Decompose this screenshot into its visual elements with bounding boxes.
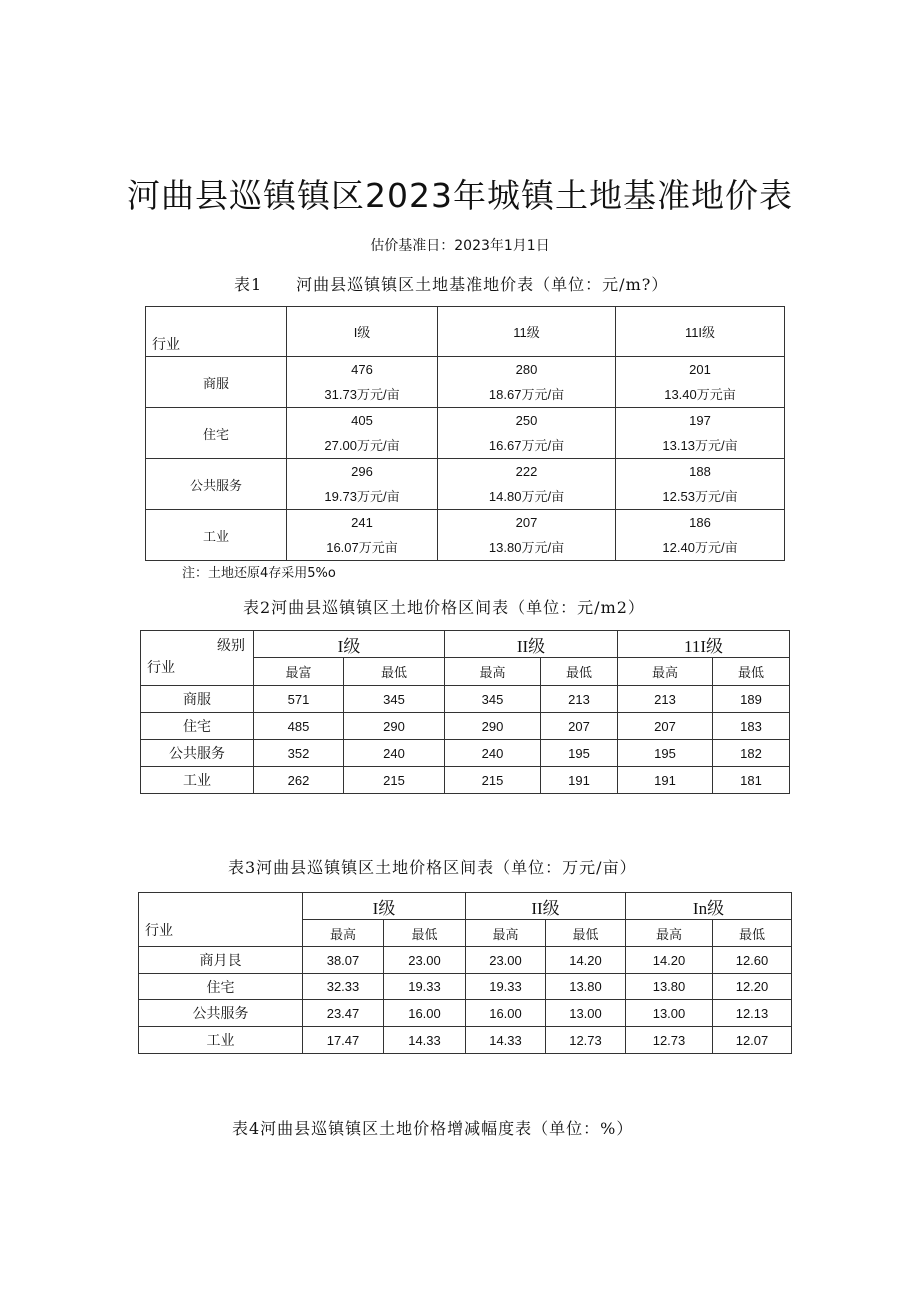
value-cell: 12.20 bbox=[713, 974, 792, 1000]
price-cell: 476 31.73万元/亩 bbox=[287, 357, 438, 408]
value-cell: 183 bbox=[713, 713, 790, 740]
value-cell: 195 bbox=[541, 740, 618, 767]
subheader: 最高 bbox=[618, 658, 713, 686]
price-cell: 405 27.00万元/亩 bbox=[287, 408, 438, 459]
value-cell: 23.47 bbox=[303, 1000, 384, 1027]
table-row bbox=[139, 1000, 792, 1027]
price-cell: 280 18.67万元/亩 bbox=[438, 357, 616, 408]
subheader: 最高 bbox=[466, 920, 546, 947]
value-cell: 571 bbox=[254, 686, 344, 713]
industry-label: 住宅 bbox=[146, 408, 287, 459]
subheader: 最低 bbox=[344, 658, 445, 686]
industry-label: 商服 bbox=[141, 686, 254, 713]
value-cell: 19.33 bbox=[466, 974, 546, 1000]
table-row bbox=[146, 510, 785, 561]
value-cell: 12.07 bbox=[713, 1027, 792, 1054]
value-cell: 23.00 bbox=[466, 947, 546, 974]
table2-level-header: I级 bbox=[254, 631, 445, 658]
value-cell: 207 bbox=[541, 713, 618, 740]
table1-level-header: 11级 bbox=[438, 307, 616, 357]
table1-level-header: I级 bbox=[287, 307, 438, 357]
value-cell: 345 bbox=[445, 686, 541, 713]
table3-corner bbox=[139, 893, 303, 947]
table3-caption: 表3河曲县巡镇镇区土地价格区间表（单位：万元/亩） bbox=[228, 858, 637, 877]
value-cell: 181 bbox=[713, 767, 790, 794]
subheader: 最低 bbox=[541, 658, 618, 686]
value-cell: 213 bbox=[541, 686, 618, 713]
industry-label: 工业 bbox=[139, 1027, 303, 1054]
table2-price-range-yuan bbox=[140, 630, 790, 794]
valuation-date: 估价基准日：2023年1月1日 bbox=[370, 238, 550, 254]
subheader: 最高 bbox=[445, 658, 541, 686]
document-title: 河曲县巡镇镇区2023年城镇土地基准地价表 bbox=[127, 176, 793, 215]
value-cell: 13.00 bbox=[626, 1000, 713, 1027]
table2-corner bbox=[141, 631, 254, 686]
table1-level-header: 11I级 bbox=[616, 307, 785, 357]
value-cell: 290 bbox=[445, 713, 541, 740]
table-row bbox=[141, 713, 790, 740]
table-row bbox=[139, 1027, 792, 1054]
table3-level-header: In级 bbox=[626, 893, 792, 920]
value-cell: 14.20 bbox=[546, 947, 626, 974]
industry-label: 工业 bbox=[141, 767, 254, 794]
value-cell: 262 bbox=[254, 767, 344, 794]
value-cell: 352 bbox=[254, 740, 344, 767]
table1-caption: 表1 河曲县巡镇镇区土地基准地价表（单位：元/m?） bbox=[234, 275, 669, 294]
subheader: 最低 bbox=[384, 920, 466, 947]
value-cell: 14.33 bbox=[466, 1027, 546, 1054]
value-cell: 182 bbox=[713, 740, 790, 767]
value-cell: 215 bbox=[344, 767, 445, 794]
value-cell: 14.20 bbox=[626, 947, 713, 974]
price-cell: 296 19.73万元/亩 bbox=[287, 459, 438, 510]
table2-corner-bottom: 行业 bbox=[147, 659, 175, 675]
table-row bbox=[139, 974, 792, 1000]
table1-corner bbox=[146, 307, 287, 357]
industry-label: 住宅 bbox=[141, 713, 254, 740]
price-cell: 241 16.07万元亩 bbox=[287, 510, 438, 561]
table3-row-header: 行业 bbox=[145, 922, 173, 938]
table1-row-header: 行业 bbox=[152, 336, 180, 352]
subheader: 最高 bbox=[626, 920, 713, 947]
value-cell: 12.13 bbox=[713, 1000, 792, 1027]
value-cell: 12.73 bbox=[626, 1027, 713, 1054]
value-cell: 23.00 bbox=[384, 947, 466, 974]
value-cell: 191 bbox=[541, 767, 618, 794]
table1-benchmark-prices bbox=[145, 306, 785, 561]
value-cell: 215 bbox=[445, 767, 541, 794]
value-cell: 191 bbox=[618, 767, 713, 794]
value-cell: 13.80 bbox=[626, 974, 713, 1000]
value-cell: 12.73 bbox=[546, 1027, 626, 1054]
subheader: 最高 bbox=[303, 920, 384, 947]
price-cell: 207 13.80万元/亩 bbox=[438, 510, 616, 561]
table1-note: 注：土地还原4存采用5%o bbox=[182, 566, 336, 581]
value-cell: 13.00 bbox=[546, 1000, 626, 1027]
industry-label: 公共服务 bbox=[141, 740, 254, 767]
table-row bbox=[141, 686, 790, 713]
value-cell: 189 bbox=[713, 686, 790, 713]
table2-corner-top: 级别 bbox=[217, 637, 245, 653]
value-cell: 195 bbox=[618, 740, 713, 767]
table-row bbox=[146, 408, 785, 459]
price-cell: 222 14.80万元/亩 bbox=[438, 459, 616, 510]
subheader: 最低 bbox=[546, 920, 626, 947]
table2-level-header: 11I级 bbox=[618, 631, 790, 658]
value-cell: 213 bbox=[618, 686, 713, 713]
table-row bbox=[141, 740, 790, 767]
table2-caption: 表2河曲县巡镇镇区土地价格区间表（单位：元/m2） bbox=[243, 598, 645, 617]
price-cell: 186 12.40万元/亩 bbox=[616, 510, 785, 561]
industry-label: 商月艮 bbox=[139, 947, 303, 974]
table4-caption: 表4河曲县巡镇镇区土地价格增减幅度表（单位：%） bbox=[232, 1119, 634, 1138]
price-cell: 201 13.40万元亩 bbox=[616, 357, 785, 408]
value-cell: 16.00 bbox=[466, 1000, 546, 1027]
table3-level-header: I级 bbox=[303, 893, 466, 920]
value-cell: 19.33 bbox=[384, 974, 466, 1000]
value-cell: 240 bbox=[445, 740, 541, 767]
value-cell: 207 bbox=[618, 713, 713, 740]
price-cell: 250 16.67万元/亩 bbox=[438, 408, 616, 459]
industry-label: 工业 bbox=[146, 510, 287, 561]
value-cell: 16.00 bbox=[384, 1000, 466, 1027]
price-cell: 197 13.13万元/亩 bbox=[616, 408, 785, 459]
table3-price-range-wan bbox=[138, 892, 792, 1054]
value-cell: 12.60 bbox=[713, 947, 792, 974]
subheader: 最低 bbox=[713, 658, 790, 686]
table-row bbox=[146, 459, 785, 510]
value-cell: 14.33 bbox=[384, 1027, 466, 1054]
industry-label: 商服 bbox=[146, 357, 287, 408]
industry-label: 公共服务 bbox=[139, 1000, 303, 1027]
value-cell: 38.07 bbox=[303, 947, 384, 974]
table2-level-header: II级 bbox=[445, 631, 618, 658]
value-cell: 240 bbox=[344, 740, 445, 767]
price-cell: 188 12.53万元/亩 bbox=[616, 459, 785, 510]
subheader: 最低 bbox=[713, 920, 792, 947]
value-cell: 345 bbox=[344, 686, 445, 713]
value-cell: 32.33 bbox=[303, 974, 384, 1000]
subheader: 最富 bbox=[254, 658, 344, 686]
value-cell: 485 bbox=[254, 713, 344, 740]
table-row bbox=[139, 947, 792, 974]
value-cell: 290 bbox=[344, 713, 445, 740]
table-row bbox=[146, 357, 785, 408]
value-cell: 13.80 bbox=[546, 974, 626, 1000]
industry-label: 公共服务 bbox=[146, 459, 287, 510]
table-row bbox=[141, 767, 790, 794]
value-cell: 17.47 bbox=[303, 1027, 384, 1054]
industry-label: 住宅 bbox=[139, 974, 303, 1000]
table3-level-header: II级 bbox=[466, 893, 626, 920]
